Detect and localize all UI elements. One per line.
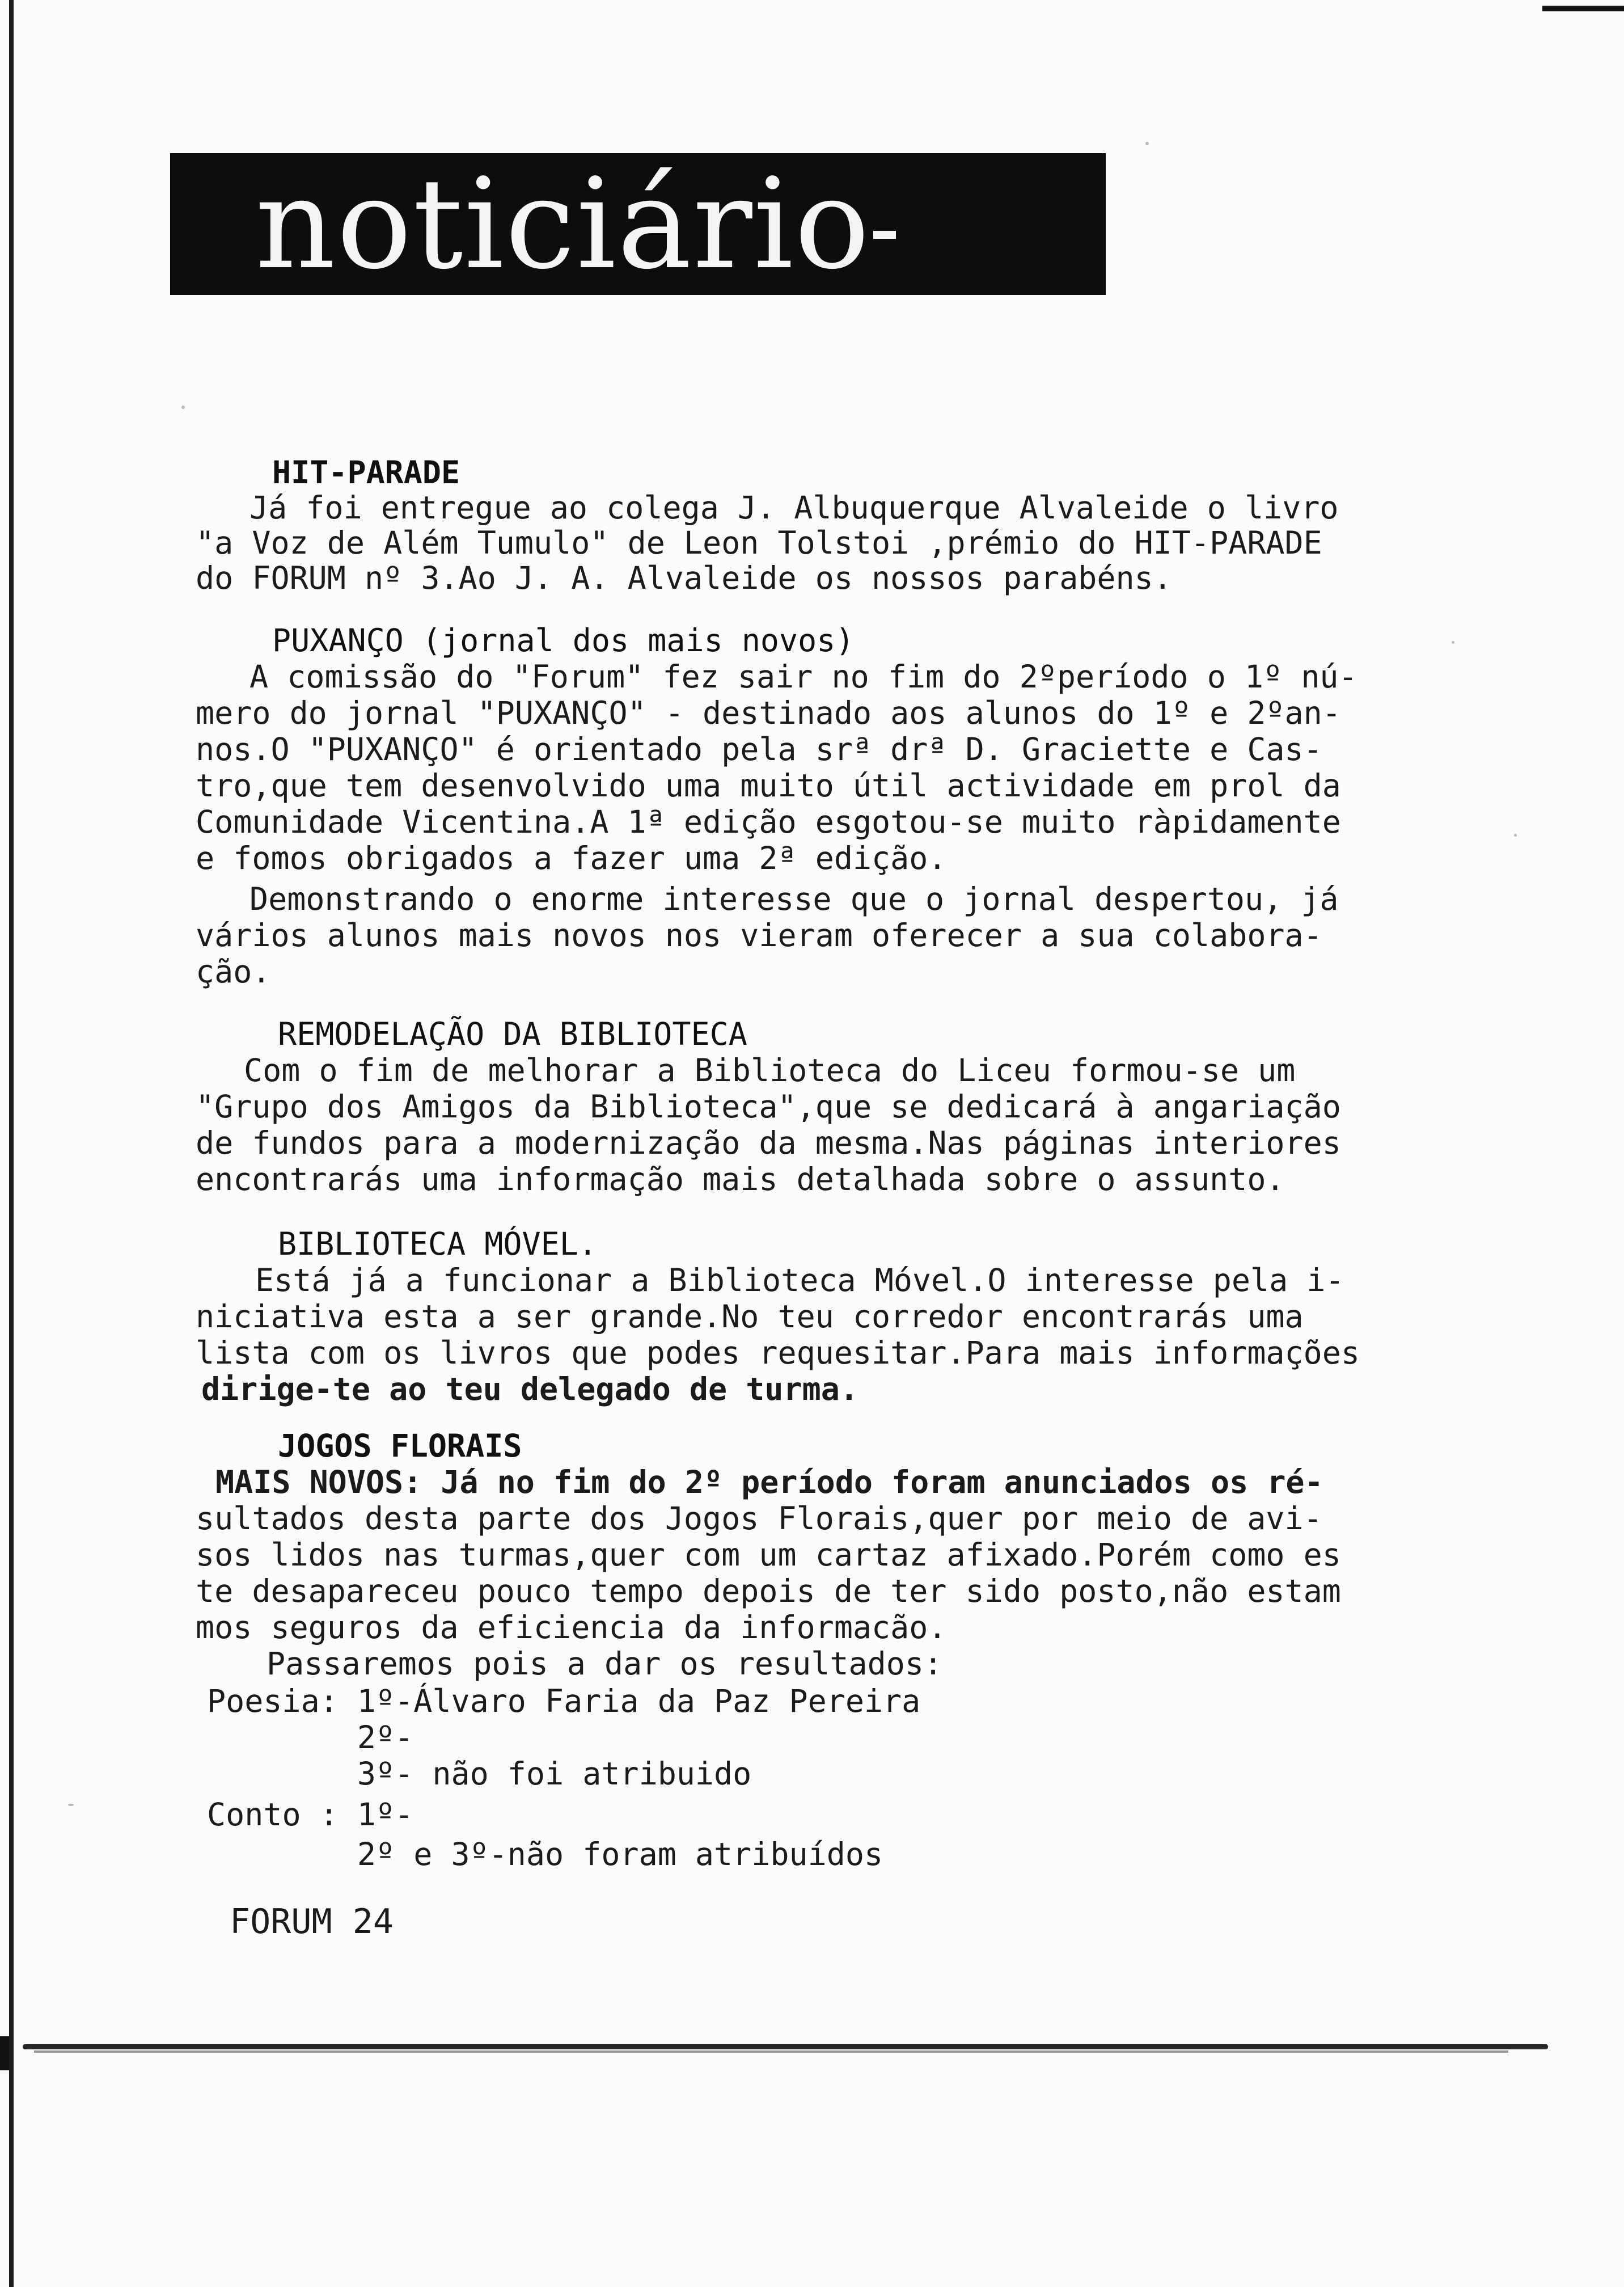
page-footer: FORUM 24 — [230, 1902, 394, 1942]
puxanco-line-5: Comunidade Vicentina.A 1ª edição esgotou-se muito ràpidamente — [196, 804, 1341, 840]
result-poesia-1: Poesia: 1º-Álvaro Faria da Paz Pereira — [207, 1683, 921, 1719]
hit-parade-heading: HIT-PARADE — [272, 454, 460, 491]
scan-left-edge — [9, 0, 14, 2287]
result-poesia-3: 3º- não foi atribuido — [207, 1756, 752, 1792]
jogos-florais-line-1: MAIS NOVOS: Já no fim do 2º período foram anunciados os ré- — [215, 1464, 1323, 1500]
biblioteca-movel-line-2: niciativa esta a ser grande.No teu corredor encontrarás uma — [196, 1298, 1304, 1335]
puxanco-line-6: e fomos obrigados a fazer uma 2ª edição. — [196, 840, 947, 876]
jogos-florais-line-3: sos lidos nas turmas,quer com um cartaz afixado.Porém como es — [196, 1537, 1341, 1573]
puxanco-line-2: mero do jornal "PUXANÇO" - destinado aos alunos do 1º e 2ºan- — [196, 695, 1341, 731]
scan-speck — [1514, 834, 1517, 837]
scan-speck — [181, 406, 185, 409]
puxanco-line-1: A comissão do "Forum" fez sair no fim do 2ºperíodo o 1º nú- — [249, 659, 1357, 695]
jogos-florais-line-6: Passaremos pois a dar os resultados: — [267, 1645, 943, 1682]
masthead-dash — [873, 231, 896, 239]
masthead-title: noticiário — [255, 153, 871, 295]
biblioteca-line-4: encontrarás uma informação mais detalhada sobre o assunto. — [196, 1161, 1285, 1197]
biblioteca-movel-line-4: dirige-te ao teu delegado de turma. — [201, 1371, 858, 1407]
puxanco-line-4: tro,que tem desenvolvido uma muito útil actividade em prol da — [196, 767, 1341, 804]
biblioteca-heading: REMODELAÇÃO DA BIBLIOTECA — [278, 1016, 747, 1052]
jogos-florais-heading: JOGOS FLORAIS — [278, 1428, 522, 1464]
biblioteca-movel-line-3: lista com os livros que podes requesitar.Para mais informações — [196, 1335, 1360, 1371]
biblioteca-movel-line-1: Está já a funcionar a Biblioteca Móvel.O interesse pela i- — [255, 1262, 1344, 1298]
result-poesia-2: 2º- — [207, 1719, 414, 1756]
page-bottom-rule-shadow — [34, 2050, 1508, 2053]
page-bottom-rule — [23, 2044, 1548, 2049]
biblioteca-line-3: de fundos para a modernização da mesma.Nas páginas interiores — [196, 1125, 1341, 1161]
scan-speck — [68, 1804, 74, 1806]
result-conto-2: 2º e 3º-não foram atribuídos — [207, 1836, 883, 1872]
scan-speck — [1145, 142, 1149, 145]
biblioteca-line-1: Com o fim de melhorar a Biblioteca do Liceu formou-se um — [244, 1052, 1296, 1088]
biblioteca-movel-heading: BIBLIOTECA MÓVEL. — [278, 1226, 597, 1262]
masthead-banner — [170, 153, 1106, 295]
puxanco-line-3: nos.O "PUXANÇO" é orientado pela srª drª D. Graciette e Cas- — [196, 731, 1322, 767]
hit-parade-line-2: "a Voz de Além Tumulo" de Leon Tolstoi ,prémio do HIT-PARADE — [196, 525, 1322, 561]
scan-speck — [1452, 641, 1454, 644]
puxanco-line-9: ção. — [196, 953, 271, 990]
scan-top-edge — [1542, 6, 1624, 11]
puxanco-line-8: vários alunos mais novos nos vieram oferecer a sua colabora- — [196, 917, 1322, 953]
hit-parade-line-3: do FORUM nº 3.Ao J. A. Alvaleide os nossos parabéns. — [196, 560, 1172, 596]
puxanco-heading: PUXANÇO (jornal dos mais novos) — [272, 622, 855, 659]
puxanco-line-7: Demonstrando o enorme interesse que o jornal despertou, já — [249, 881, 1339, 917]
scan-side-mark — [0, 2036, 9, 2070]
biblioteca-line-2: "Grupo dos Amigos da Biblioteca",que se dedicará à angariação — [196, 1088, 1341, 1125]
hit-parade-line-1: Já foi entregue ao colega J. Albuquerque Alvaleide o livro — [249, 490, 1339, 526]
result-conto-1: Conto : 1º- — [207, 1796, 414, 1833]
jogos-florais-line-4: te desapareceu pouco tempo depois de ter sido posto,não estam — [196, 1573, 1341, 1609]
jogos-florais-line-2: sultados desta parte dos Jogos Florais,quer por meio de avi- — [196, 1500, 1322, 1537]
jogos-florais-line-5: mos seguros da eficiencia da informacão. — [196, 1609, 947, 1645]
